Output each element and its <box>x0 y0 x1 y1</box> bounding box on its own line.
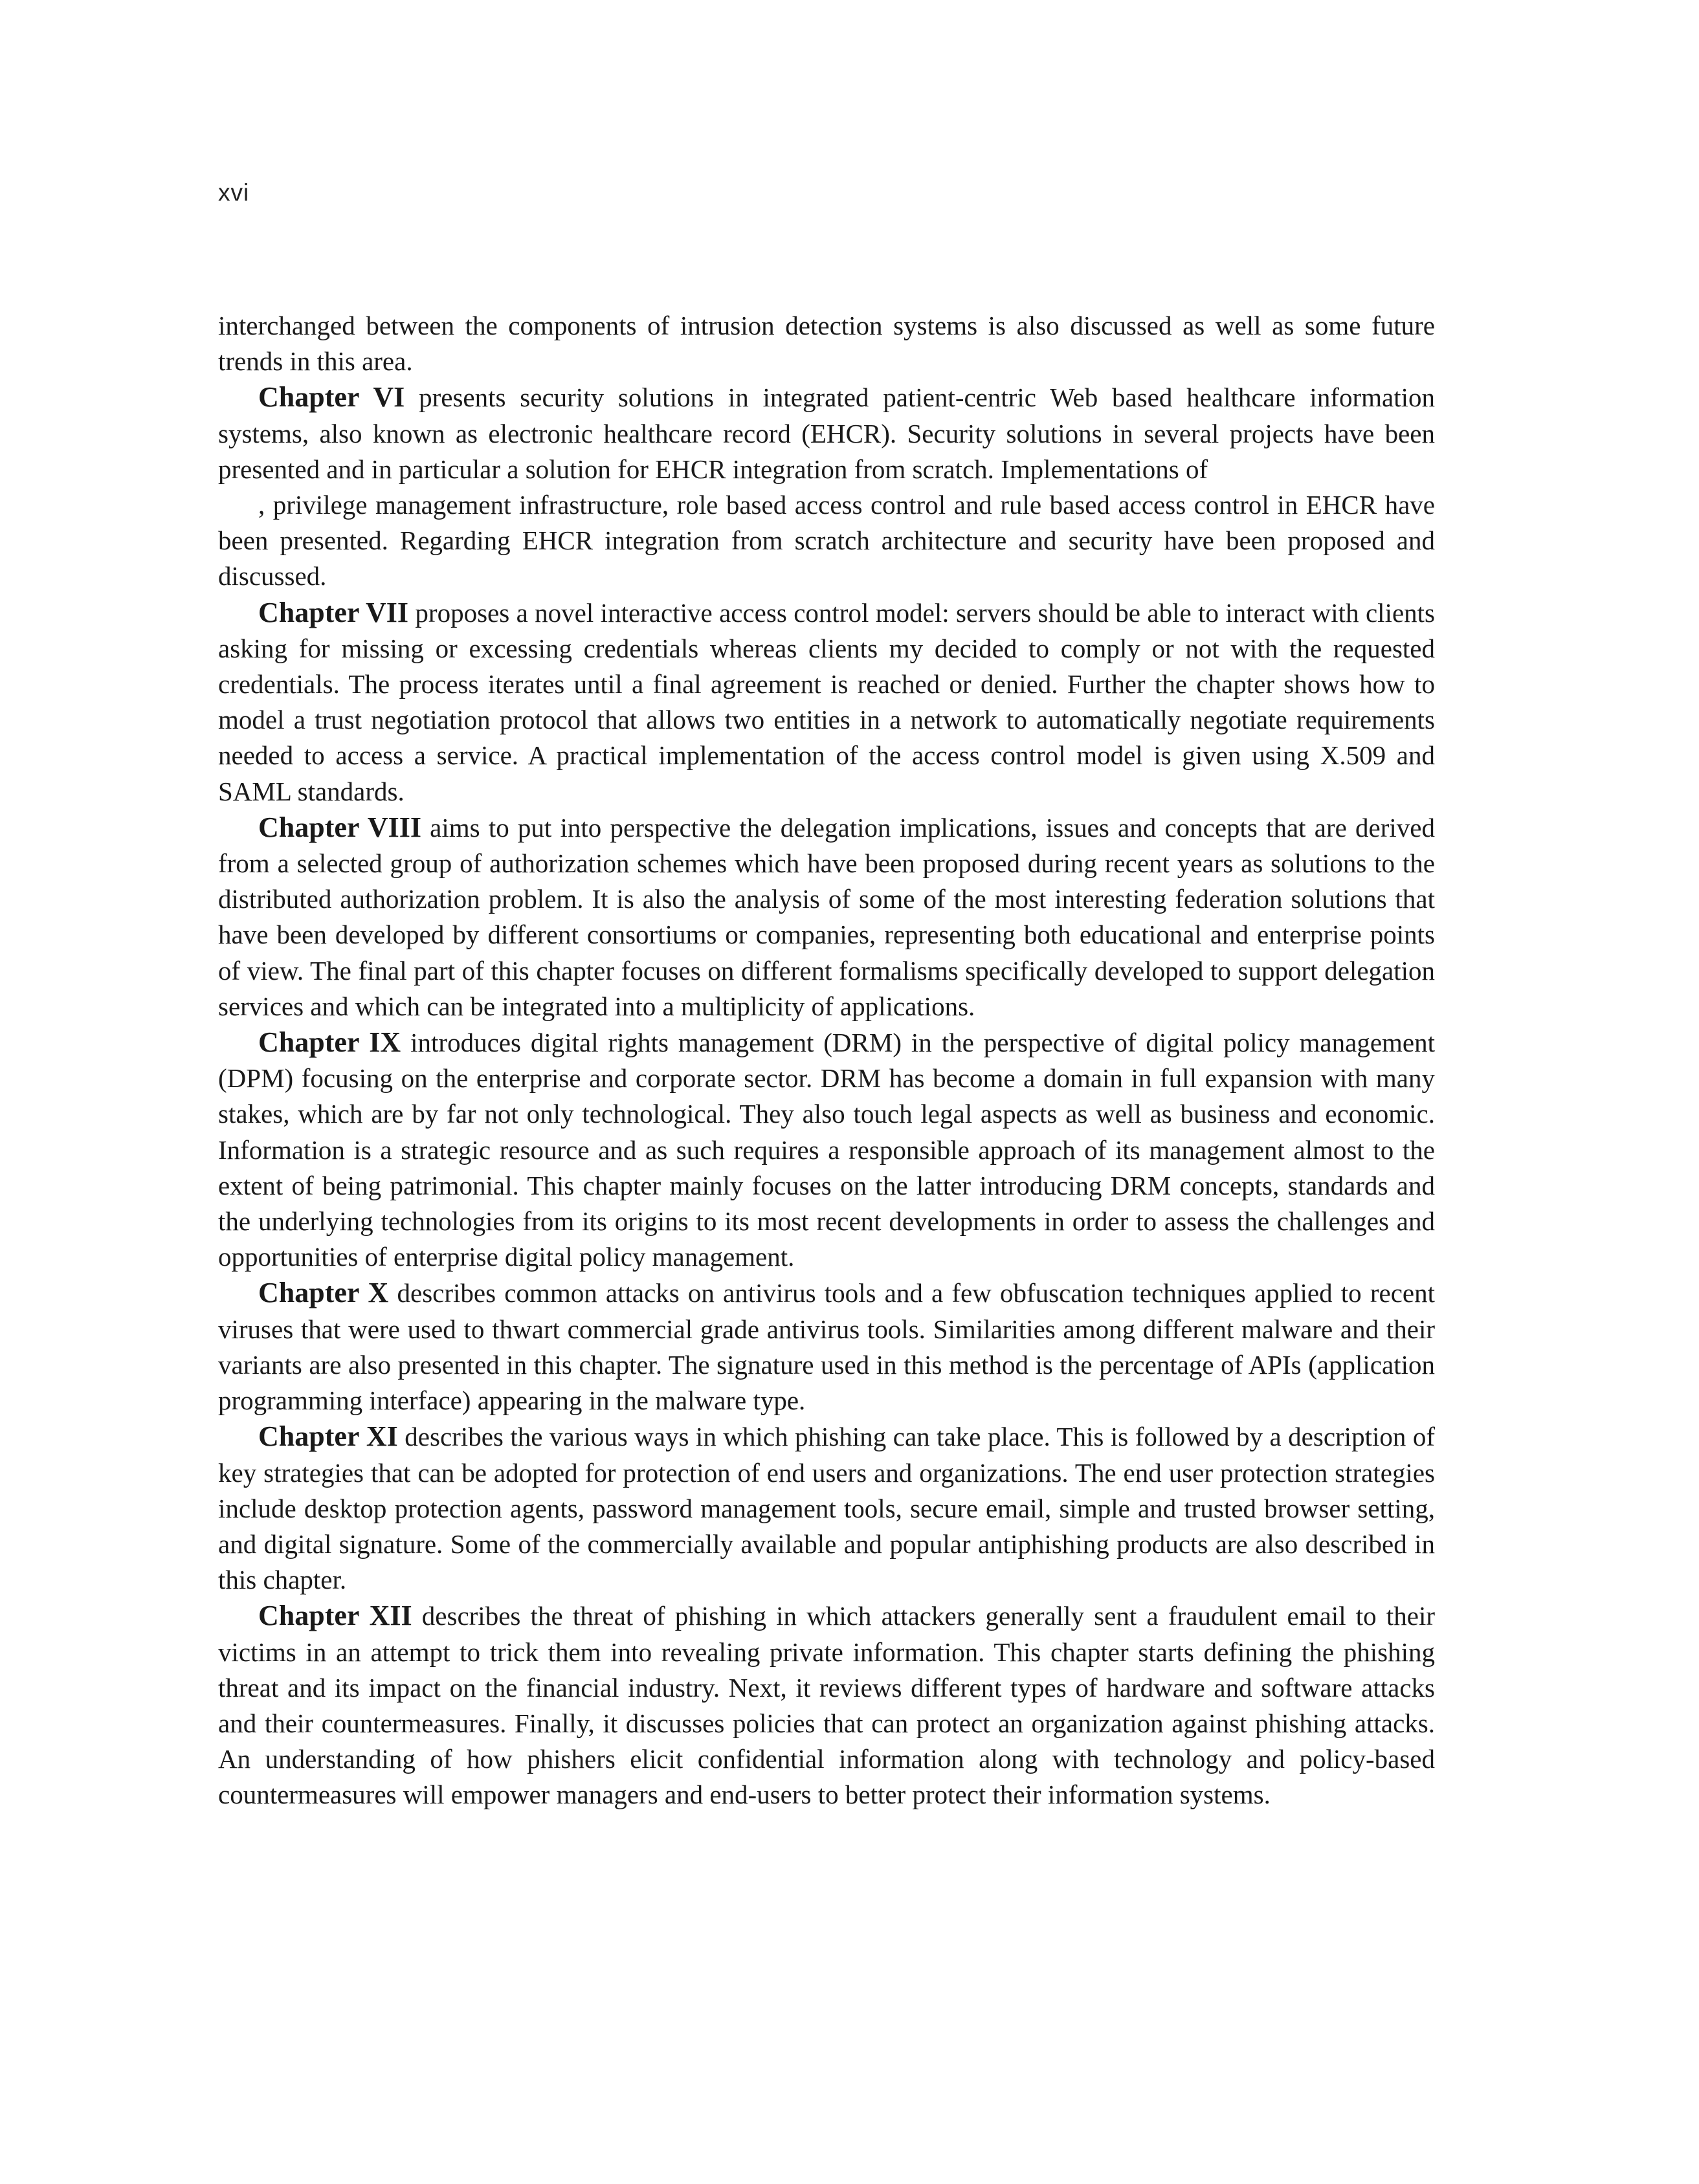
preface-body <box>218 308 1435 1813</box>
paragraph-text: describes the threat of phishing in which attackers generally sent a fraudulent email to their victims in an attempt to trick them into revealing private information. This chapter starts defining the phishing threat and its impact on the financial industry. Next, it reviews different types of hardware and software attacks and their countermeasures. Finally, it discusses policies that can protect an organization against phishing attacks. An understanding of how phishers elicit confidential information along with technology and policy-based countermeasures will empower managers and end-users to better protect their information systems. <box>218 1601 1436 1810</box>
paragraph-text: interchanged between the components of intrusion detection systems is also discussed as well as some future trends in this area. <box>218 311 1435 377</box>
paragraph-text: aims to put into perspective the delegation implications, issues and concepts that are derived from a selected group of authorization schemes which have been proposed during recent years as solutions to the distributed authorization problem. It is also the analysis of some of the most interesting federation solutions that have been developed by different consortiums or companies, representing both educational and enterprise points of view. The final part of this chapter focuses on different formalisms specifically developed to support delegation services and which can be integrated into a multiplicity of applications. <box>218 812 1435 1021</box>
page-number: xvi <box>218 179 250 206</box>
chapter-label: Chapter VI <box>258 381 405 414</box>
paragraph-chapter-viii <box>218 810 1435 1024</box>
chapter-label: Chapter XII <box>258 1600 412 1632</box>
chapter-label: Chapter VII <box>258 596 409 628</box>
chapter-label: Chapter IX <box>258 1026 401 1059</box>
paragraph-text: describes common attacks on antivirus tools and a few obfuscation techniques applied to recent viruses that were used to thwart commercial grade antivirus tools. Similarities among different malware and their variants are also presented in this chapter. The signature used in this method is the percentage of APIs (application programming interface) appearing in the malware type. <box>218 1278 1435 1416</box>
paragraph-text: proposes a novel interactive access control model: servers should be able to interact with clients asking for missing or excessing credentials whereas clients my decided to comply or not with the requested credentials. The process iterates until a final agreement is reached or denied. Further the chapter shows how to model a trust negotiation protocol that allows two entities in a network to automatically negotiate requirements needed to access a service. A practical implementation of the access control model is given using X.509 and SAML standards. <box>218 597 1436 806</box>
paragraph-text-after-gap: , privilege management infrastructure, role based access control and rule based access control in EHCR have been presented. Regarding EHCR integration from scratch architecture and security have been proposed and discussed. <box>218 490 1435 591</box>
paragraph-intrusion-continuation <box>218 308 1435 379</box>
paragraph-chapter-ix <box>218 1024 1435 1275</box>
paragraph-chapter-vii <box>218 595 1435 810</box>
paragraph-chapter-x <box>218 1275 1435 1418</box>
paragraph-text: describes the various ways in which phishing can take place. This is followed by a description of key strategies that can be adopted for protection of end users and organizations. The end user protection strategies include desktop protection agents, password management tools, secure email, simple and trusted browser setting, and digital signature. Some of the commercially available and popular antiphishing products are also described in this chapter. <box>218 1422 1436 1595</box>
chapter-label: Chapter XI <box>258 1420 398 1453</box>
chapter-label: Chapter X <box>258 1277 389 1309</box>
paragraph-chapter-xii <box>218 1598 1435 1813</box>
paragraph-chapter-vi <box>218 379 1435 594</box>
paragraph-text: presents security solutions in integrated patient-centric Web based healthcare information systems, also known as electronic healthcare record (EHCR). Security solutions in several projects have been presented and in particular a solution for EHCR integration from scratch. Implementations of <box>218 382 1435 484</box>
paragraph-text: introduces digital rights management (DRM) in the perspective of digital policy management (DPM) focusing on the enterprise and corporate sector. DRM has become a domain in full expansion with many stakes, which are by far not only technological. They also touch legal aspects as well as business and economic. Information is a strategic resource and as such requires a responsible approach of its management almost to the extent of being patrimonial. This chapter mainly focuses on the latter introducing DRM concepts, standards and the underlying technologies from its origins to its most recent developments in order to assess the challenges and opportunities of enterprise digital policy management. <box>218 1028 1435 1272</box>
chapter-label: Chapter VIII <box>258 811 421 843</box>
paragraph-chapter-xi <box>218 1418 1435 1598</box>
